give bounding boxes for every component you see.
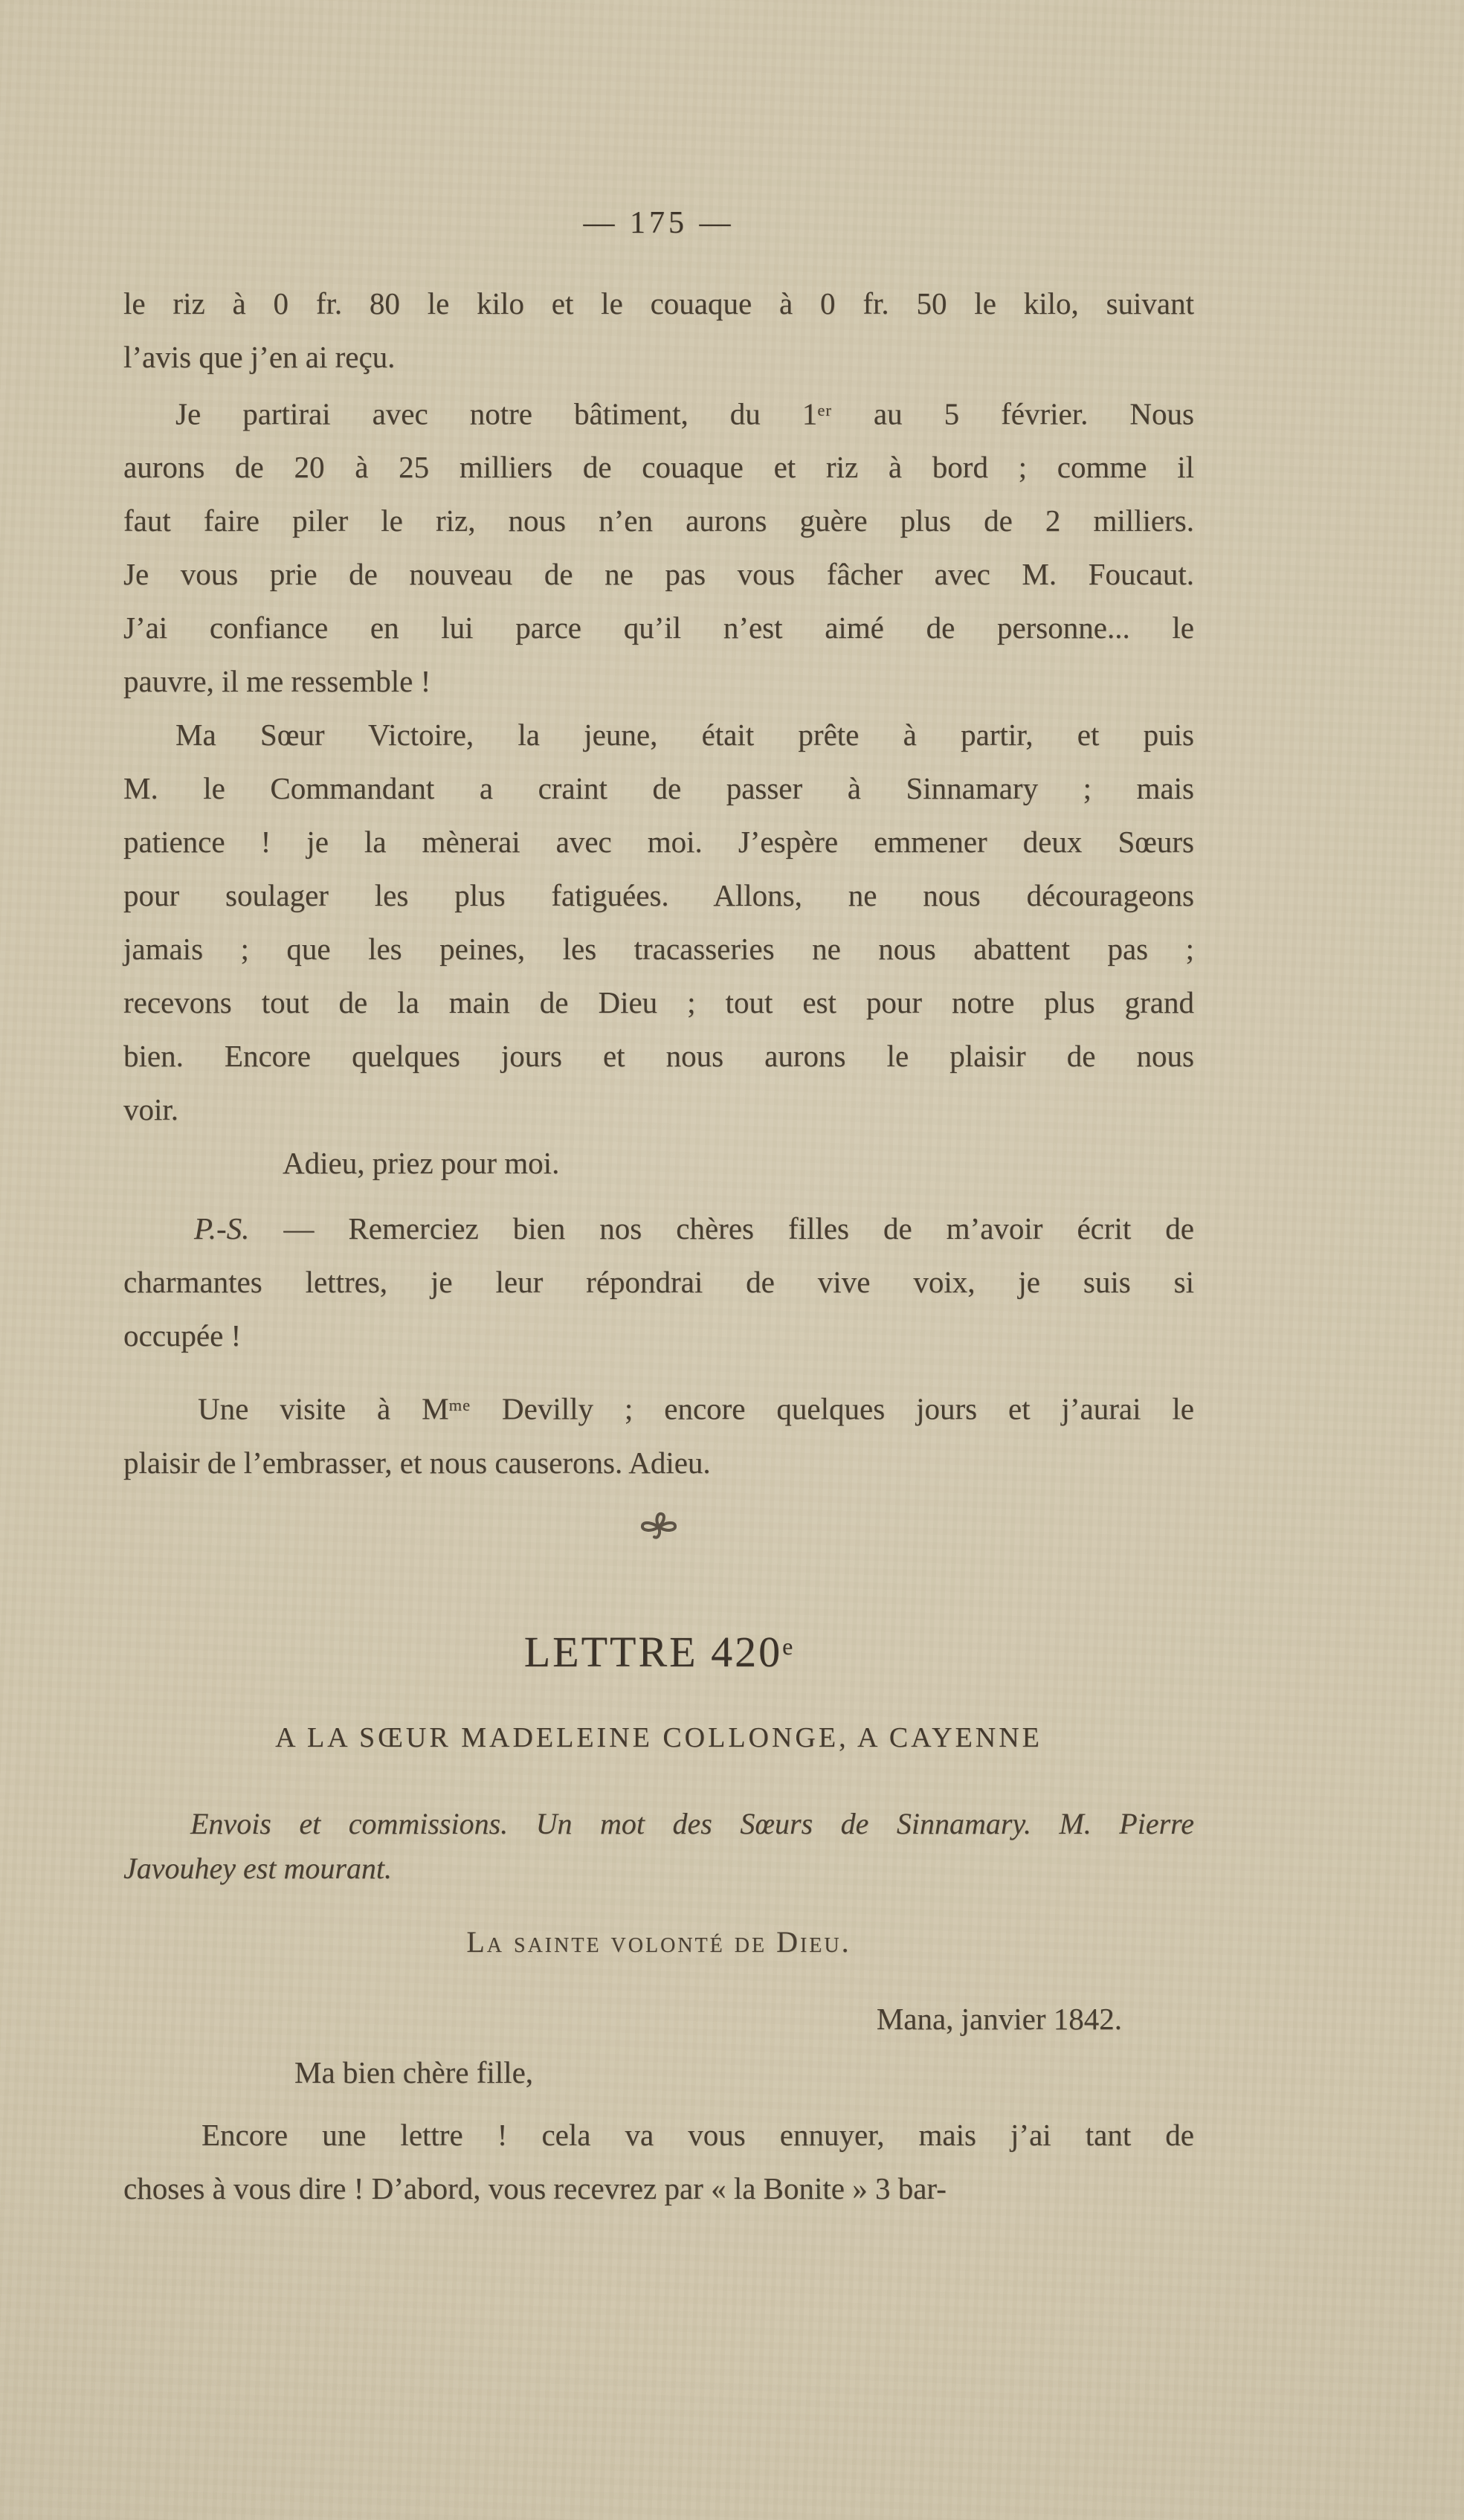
text-line	[283, 1136, 1194, 1190]
text-line	[123, 815, 1194, 869]
text-line	[123, 708, 1194, 761]
text-segment: Devilly ; encore quelques jours et j’aurai le	[471, 1391, 1194, 1426]
text-line	[123, 1379, 1194, 1435]
letter-motto	[123, 1924, 1194, 1961]
text-segment: pauvre, il me ressemble !	[123, 664, 431, 699]
text-line	[123, 494, 1194, 547]
text-line	[123, 869, 1194, 922]
text-segment: voir.	[123, 1092, 179, 1127]
text-line	[123, 1992, 1122, 2046]
text-block	[123, 277, 1194, 2215]
text-line	[123, 1029, 1194, 1083]
letter-recipient	[123, 1720, 1194, 1756]
text-line	[123, 384, 1194, 440]
text-segment: patience ! je la mènerai avec moi. J’espère emmener deux Sœurs	[123, 825, 1194, 860]
para-prices	[123, 277, 1194, 384]
superscript-text: me	[448, 1396, 471, 1415]
para-visite-devilly	[123, 1379, 1194, 1489]
text-line	[123, 1255, 1194, 1309]
para-post-scriptum	[123, 1202, 1194, 1362]
text-segment: Ma bien chère fille,	[294, 2055, 534, 2090]
text-segment: J’ai confiance en lui parce qu’il n’est aimé de personne... le	[123, 610, 1194, 645]
text-segment: Envois et commissions. Un mot des Sœurs de Sinnamary. M. Pierre	[190, 1807, 1194, 1841]
text-segment: M. le Commandant a craint de passer à Sinnamary ; mais	[123, 771, 1194, 806]
superscript-text: er	[817, 401, 832, 419]
text-segment: Ma Sœur Victoire, la jeune, était prête à partir, et puis	[175, 718, 1194, 753]
text-line	[294, 2046, 1194, 2099]
text-segment: bien. Encore quelques jours et nous aurons le plaisir de nous	[123, 1039, 1194, 1074]
text-line	[123, 1924, 1194, 1961]
para-encore-une-lettre	[123, 2108, 1194, 2215]
text-line	[123, 654, 1194, 708]
text-segment: A LA SŒUR MADELEINE COLLONGE, A CAYENNE	[275, 1722, 1042, 1754]
letter-dateline	[123, 1992, 1194, 2046]
text-segment: Une visite à M	[198, 1391, 449, 1426]
text-segment: occupée !	[123, 1318, 242, 1353]
text-segment: — Remerciez bien nos chères filles de m’avoir écrit de	[249, 1211, 1194, 1246]
page-number: — 175 —	[583, 206, 735, 240]
text-segment: charmantes lettres, je leur répondrai de vive voix, je suis si	[123, 1265, 1194, 1300]
text-segment: La sainte volonté de Dieu.	[466, 1925, 851, 1959]
text-line	[123, 976, 1194, 1029]
text-line	[123, 330, 1194, 384]
text-line	[123, 1846, 1194, 1891]
letter-heading	[123, 1621, 1194, 1678]
text-line	[123, 2162, 1194, 2215]
text-segment: P.-S.	[194, 1211, 250, 1246]
text-line	[123, 1083, 1194, 1136]
text-line	[123, 440, 1194, 494]
para-soeur-victoire	[123, 708, 1194, 1136]
text-line	[123, 547, 1194, 601]
text-segment: jamais ; que les peines, les tracasseries ne nous abattent pas ;	[123, 932, 1194, 967]
text-line	[123, 277, 1194, 330]
text-line	[123, 1720, 1194, 1756]
para-departure	[123, 384, 1194, 708]
text-segment: le riz à 0 fr. 80 le kilo et le couaque à 0 fr. 50 le kilo, suivant	[123, 286, 1194, 320]
text-segment: plaisir de l’embrasser, et nous causerons. Adieu.	[123, 1445, 711, 1480]
text-line	[123, 1309, 1194, 1362]
text-line	[123, 1202, 1194, 1255]
letter-salutation	[123, 2046, 1194, 2099]
text-segment: Adieu, priez pour moi.	[283, 1146, 560, 1181]
fleuron-icon	[635, 1509, 683, 1547]
section-divider-ornament	[123, 1509, 1194, 1547]
text-segment: Javouhey est mourant.	[123, 1852, 393, 1886]
line-adieu	[123, 1136, 1194, 1190]
text-segment: LETTRE 420	[523, 1627, 783, 1676]
text-line	[123, 922, 1194, 976]
text-line	[123, 2108, 1194, 2162]
text-segment: Je vous prie de nouveau de ne pas vous fâcher avec M. Foucaut.	[123, 557, 1194, 592]
text-segment: pour soulager les plus fatiguées. Allons, ne nous décourageons	[123, 878, 1194, 913]
text-segment: Je partirai avec notre bâtiment, du 1	[175, 396, 818, 431]
text-segment: faut faire piler le riz, nous n’en aurons guère plus de 2 milliers.	[123, 503, 1194, 538]
text-line	[123, 761, 1194, 815]
text-segment: recevons tout de la main de Dieu ; tout est pour notre plus grand	[123, 985, 1194, 1020]
text-segment: aurons de 20 à 25 milliers de couaque et riz à bord ; comme il	[123, 450, 1194, 485]
text-line	[123, 601, 1194, 654]
text-segment: l’avis que j’en ai reçu.	[123, 340, 396, 374]
text-segment: Mana, janvier 1842.	[876, 2002, 1122, 2037]
text-line	[123, 1436, 1194, 1489]
text-line	[123, 1621, 1194, 1678]
text-segment: au 5 février. Nous	[831, 396, 1194, 431]
letter-summary	[123, 1802, 1194, 1891]
text-segment: choses à vous dire ! D’abord, vous recevrez par « la Bonite » 3 bar-	[123, 2171, 947, 2206]
text-line	[123, 1802, 1194, 1846]
text-segment: Encore une lettre ! cela va vous ennuyer, mais j’ai tant de	[201, 2118, 1194, 2153]
superscript-text: e	[782, 1633, 794, 1660]
